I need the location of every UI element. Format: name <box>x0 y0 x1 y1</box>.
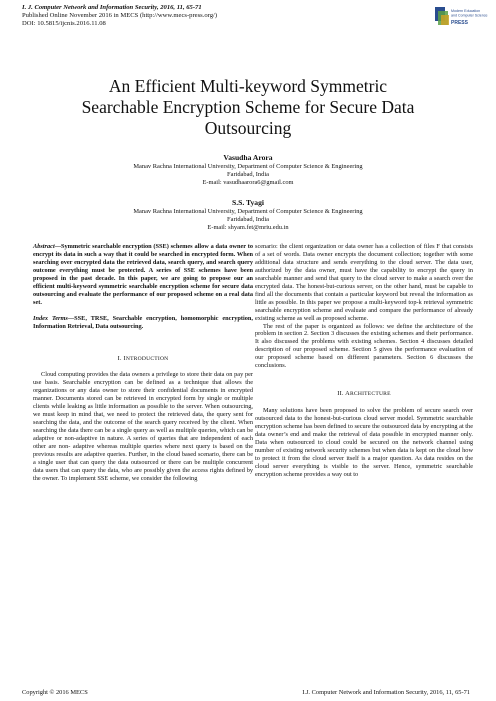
index-terms-text: —SSE, TRSE, Searchable encryption, homomorphic encryption, Information Retrieval, Data outsourcing. <box>33 314 253 330</box>
title-line-1: An Efficient Multi-keyword Symmetric <box>108 76 388 96</box>
journal-header <box>22 4 217 29</box>
footer-journal: I.J. Computer Network and Information Security, 2016, 11, 65-71 <box>302 689 470 696</box>
footer-copyright: Copyright © 2016 MECS <box>22 689 88 696</box>
journal-citation: I. J. Computer Network and Information Security, 2016, 11, 65-71 <box>22 4 202 11</box>
index-terms <box>33 315 253 331</box>
author-name: Vasudha Arora <box>223 153 273 162</box>
abstract-text: —Symmetric searchable encryption (SSE) schemes allow a data owner to encrypt its data in such a way that it could be searched in encrypted form. When searching over encrypted data the retrieved data, search query, and search query outcome everything must be protected. A series of SSE schemes have been proposed in the past decade. In this paper, we are going to propose our an efficient multi-keyword symmetric searchable encryption scheme for secure data outsourcing and evaluate the performance of our proposed scheme on a real data set. <box>33 243 253 306</box>
abstract <box>33 243 253 307</box>
scenario-paragraph: scenario: the client organization or data owner has a collection of files F that consists of a set of words. Data owner encrypts the document collection; together with some additional data structure and sends everything to the cloud server. The data user, authorized by the data owner, must have the capability to encrypt the query in searchable manner and send that query to the cloud server to make a search over the encrypted data. The honest-but-curious server, on the other hand, must be capable to find all the documents that contain a particular keyword but reveal the information as little as possible. In this paper we propose a multi-keyword top-k retrieval symmetric searchable encryption scheme and evaluate and compare the performance of already existing scheme as well as proposed scheme. <box>255 243 473 322</box>
left-column <box>33 243 253 483</box>
abstract-label: Abstract <box>33 243 55 250</box>
author-block <box>30 153 466 232</box>
title-line-3: Outsourcing <box>204 118 292 138</box>
author-affiliation: Manav Rachna International University, Department of Computer Science & Engineering <box>133 163 363 170</box>
svg-text:PRESS: PRESS <box>451 20 468 26</box>
organization-paragraph: The rest of the paper is organized as follows: we define the architecture of the problem in section 2. Section 3 discusses the existing schemes and their performance. It also discussed the problems with existing schemes. Section 4 discusses detailed description of our proposed scheme. Section 5 gives the performance evaluation of our proposed scheme based on different parameters. Section 6 discusses the conclusions. <box>255 322 473 370</box>
index-terms-label: Index Terms <box>33 314 68 322</box>
section-heading-introduction: I. INTRODUCTION <box>117 354 169 362</box>
author-name: S.S. Tyagi <box>231 198 264 207</box>
paper-title <box>30 76 466 139</box>
author-affiliation: Manav Rachna International University, Department of Computer Science & Engineering <box>133 208 363 215</box>
title-line-2: Searchable Encryption Scheme for Secure Data <box>81 97 415 117</box>
section-heading-architecture: II. ARCHITECTURE <box>337 390 391 398</box>
introduction-text: Cloud computing provides the data owners a privilege to store their data on pay per use basis. Searchable encryption can be defined as a technique that allows the organizations or any data owner to store their confidential documents in encrypted manner. Documents stored can be retrieved in encrypted form by single or multiple clients while leaking as little information as possible to the server. When outsourcing, we must keep in mind that, we need to protect the retrieved data, the query sent for searching the data, and the outcome of the search query received by the client. When searching the data there can be a single query as well as multiple queries, which can be adaptive or non-adaptive in nature. A series of queries that are independent of each other are non- adaptive whereas multiple queries where next query is based on the previous results are adaptive queries. Further, in the cloud based scenario, there can be a single user that can query the data outsourced or there can be multiple concurrent data users that can query the data, who are possibly given the access rights defined by the owner. To implement SSE scheme, we consider the following <box>33 371 253 482</box>
right-column <box>255 243 473 479</box>
architecture-text: Many solutions have been proposed to solve the problem of secure search over outsourced data to the honest-but-curious cloud server model. Symmetric searchable encryption scheme has been defined to secure the outsourced data by encrypting at the data owner’s end and make the retrieval of data possible in encrypted manner only. Data when outsourced to cloud could be secured on the network channel using number of existing network security schemes but when data is kept on the cloud how to protect it from the cloud server itself is a major question. As data resides on the cloud server everything is visible to the server. Hence, symmetric searchable encryption scheme provides a way out to <box>255 407 473 478</box>
published-line: Published Online November 2016 in MECS (http://www.mecs-press.org/) <box>22 12 218 20</box>
author-email: E-mail: shyam.fet@mriu.edu.in <box>207 224 289 231</box>
author-location: Faridabad, India <box>227 216 269 223</box>
author-location: Faridabad, India <box>227 171 269 178</box>
doi-line: DOI: 10.5815/ijcnis.2016.11.08 <box>22 20 106 28</box>
svg-text:Modern Education: Modern Education <box>451 9 481 13</box>
mecs-press-logo <box>434 4 488 34</box>
svg-text:and Computer Science: and Computer Science <box>451 13 488 18</box>
author-email: E-mail: vasudhaarora6@gmail.com <box>202 179 294 186</box>
